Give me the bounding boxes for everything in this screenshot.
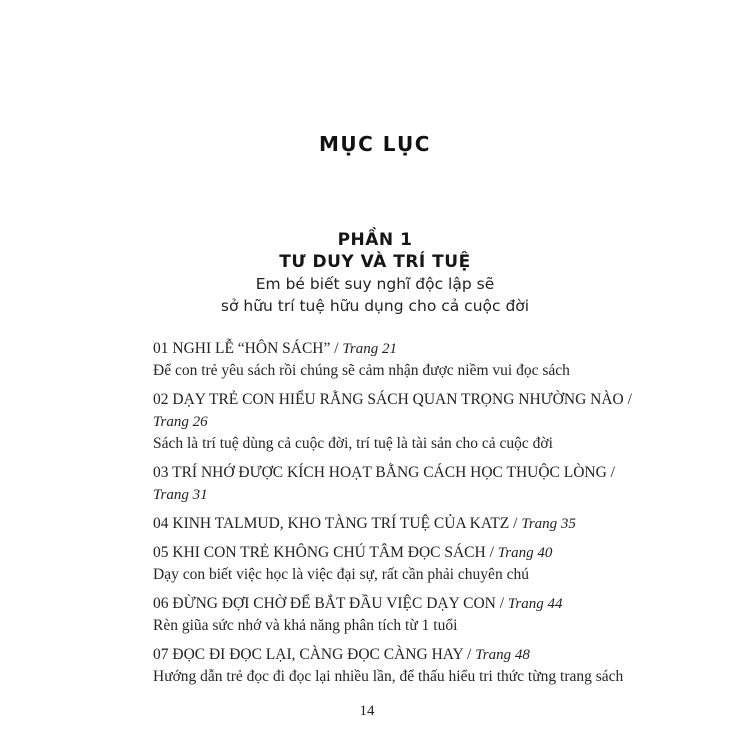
entry-description: Sách là trí tuệ dùng cả cuộc đời, trí tuệ là tài sản cho cả cuộc đời: [153, 435, 553, 452]
entry-page-ref: Trang 48: [475, 647, 530, 663]
entry-title-text: 02 DẠY TRẺ CON HIỂU RẰNG SÁCH QUAN TRỌNG NHƯỜNG NÀO /: [153, 391, 632, 408]
entry-title-text: 05 KHI CON TRẺ KHÔNG CHÚ TÂM ĐỌC SÁCH /: [153, 544, 494, 561]
page-title: MỤC LỤC: [319, 132, 431, 156]
toc-entry: [153, 542, 750, 586]
toc-entry: [153, 513, 750, 535]
toc-entries: [153, 338, 750, 688]
entry-description: Rèn giũa sức nhớ và khả năng phân tích từ 1 tuổi: [153, 617, 458, 634]
entry-title-text: 04 KINH TALMUD, KHO TÀNG TRÍ TUỆ CỦA KATZ /: [153, 515, 518, 532]
entry-title: [153, 542, 750, 564]
part-label: PHẦN 1: [337, 230, 413, 250]
entry-title: [153, 338, 750, 360]
entry-description: Dạy con biết việc học là việc đại sự, rất cần phải chuyên chú: [153, 566, 529, 583]
entry-page-ref: Trang 21: [342, 341, 398, 357]
page-number: 14: [359, 703, 375, 719]
entry-title: [153, 389, 750, 411]
toc-entry: [153, 593, 750, 637]
part-subtitle-line1: Em bé biết suy nghĩ độc lập sẽ: [255, 275, 495, 293]
toc-entry: [153, 462, 750, 506]
entry-page-ref: Trang 40: [497, 545, 553, 561]
toc-entry: [153, 338, 750, 382]
toc-entry: [153, 389, 750, 455]
part-title: TƯ DUY VÀ TRÍ TUỆ: [279, 252, 471, 272]
entry-description: Để con trẻ yêu sách rồi chúng sẽ cảm nhận được niềm vui đọc sách: [153, 362, 570, 379]
part-subtitle-line2: sở hữu trí tuệ hữu dụng cho cả cuộc đời: [220, 297, 530, 315]
entry-page-ref: Trang 31: [153, 487, 208, 503]
entry-title: [153, 513, 750, 535]
entry-title-text: 01 NGHI LỄ “HÔN SÁCH” /: [153, 340, 339, 357]
section-header: [0, 229, 750, 317]
entry-title-text: 03 TRÍ NHỚ ĐƯỢC KÍCH HOẠT BẰNG CÁCH HỌC THUỘC LÒNG /: [153, 464, 615, 481]
entry-page-ref: Trang 26: [153, 414, 208, 430]
entry-title: [153, 593, 750, 615]
toc-entry: [153, 644, 750, 688]
entry-page-ref: Trang 35: [521, 516, 576, 532]
entry-title: [153, 644, 750, 666]
entry-description: Hướng dẫn trẻ đọc đi đọc lại nhiều lần, để thấu hiểu tri thức từng trang sách: [153, 668, 624, 685]
entry-title-text: 07 ĐỌC ĐI ĐỌC LẠI, CÀNG ĐỌC CÀNG HAY /: [153, 646, 472, 663]
entry-page-ref-line: [153, 411, 750, 433]
entry-title: [153, 462, 750, 484]
entry-title-text: 06 ĐỪNG ĐỢI CHỜ ĐỂ BẮT ĐẦU VIỆC DẠY CON /: [153, 595, 505, 612]
entry-page-ref: Trang 44: [507, 596, 563, 612]
entry-page-ref-line: [153, 484, 750, 506]
